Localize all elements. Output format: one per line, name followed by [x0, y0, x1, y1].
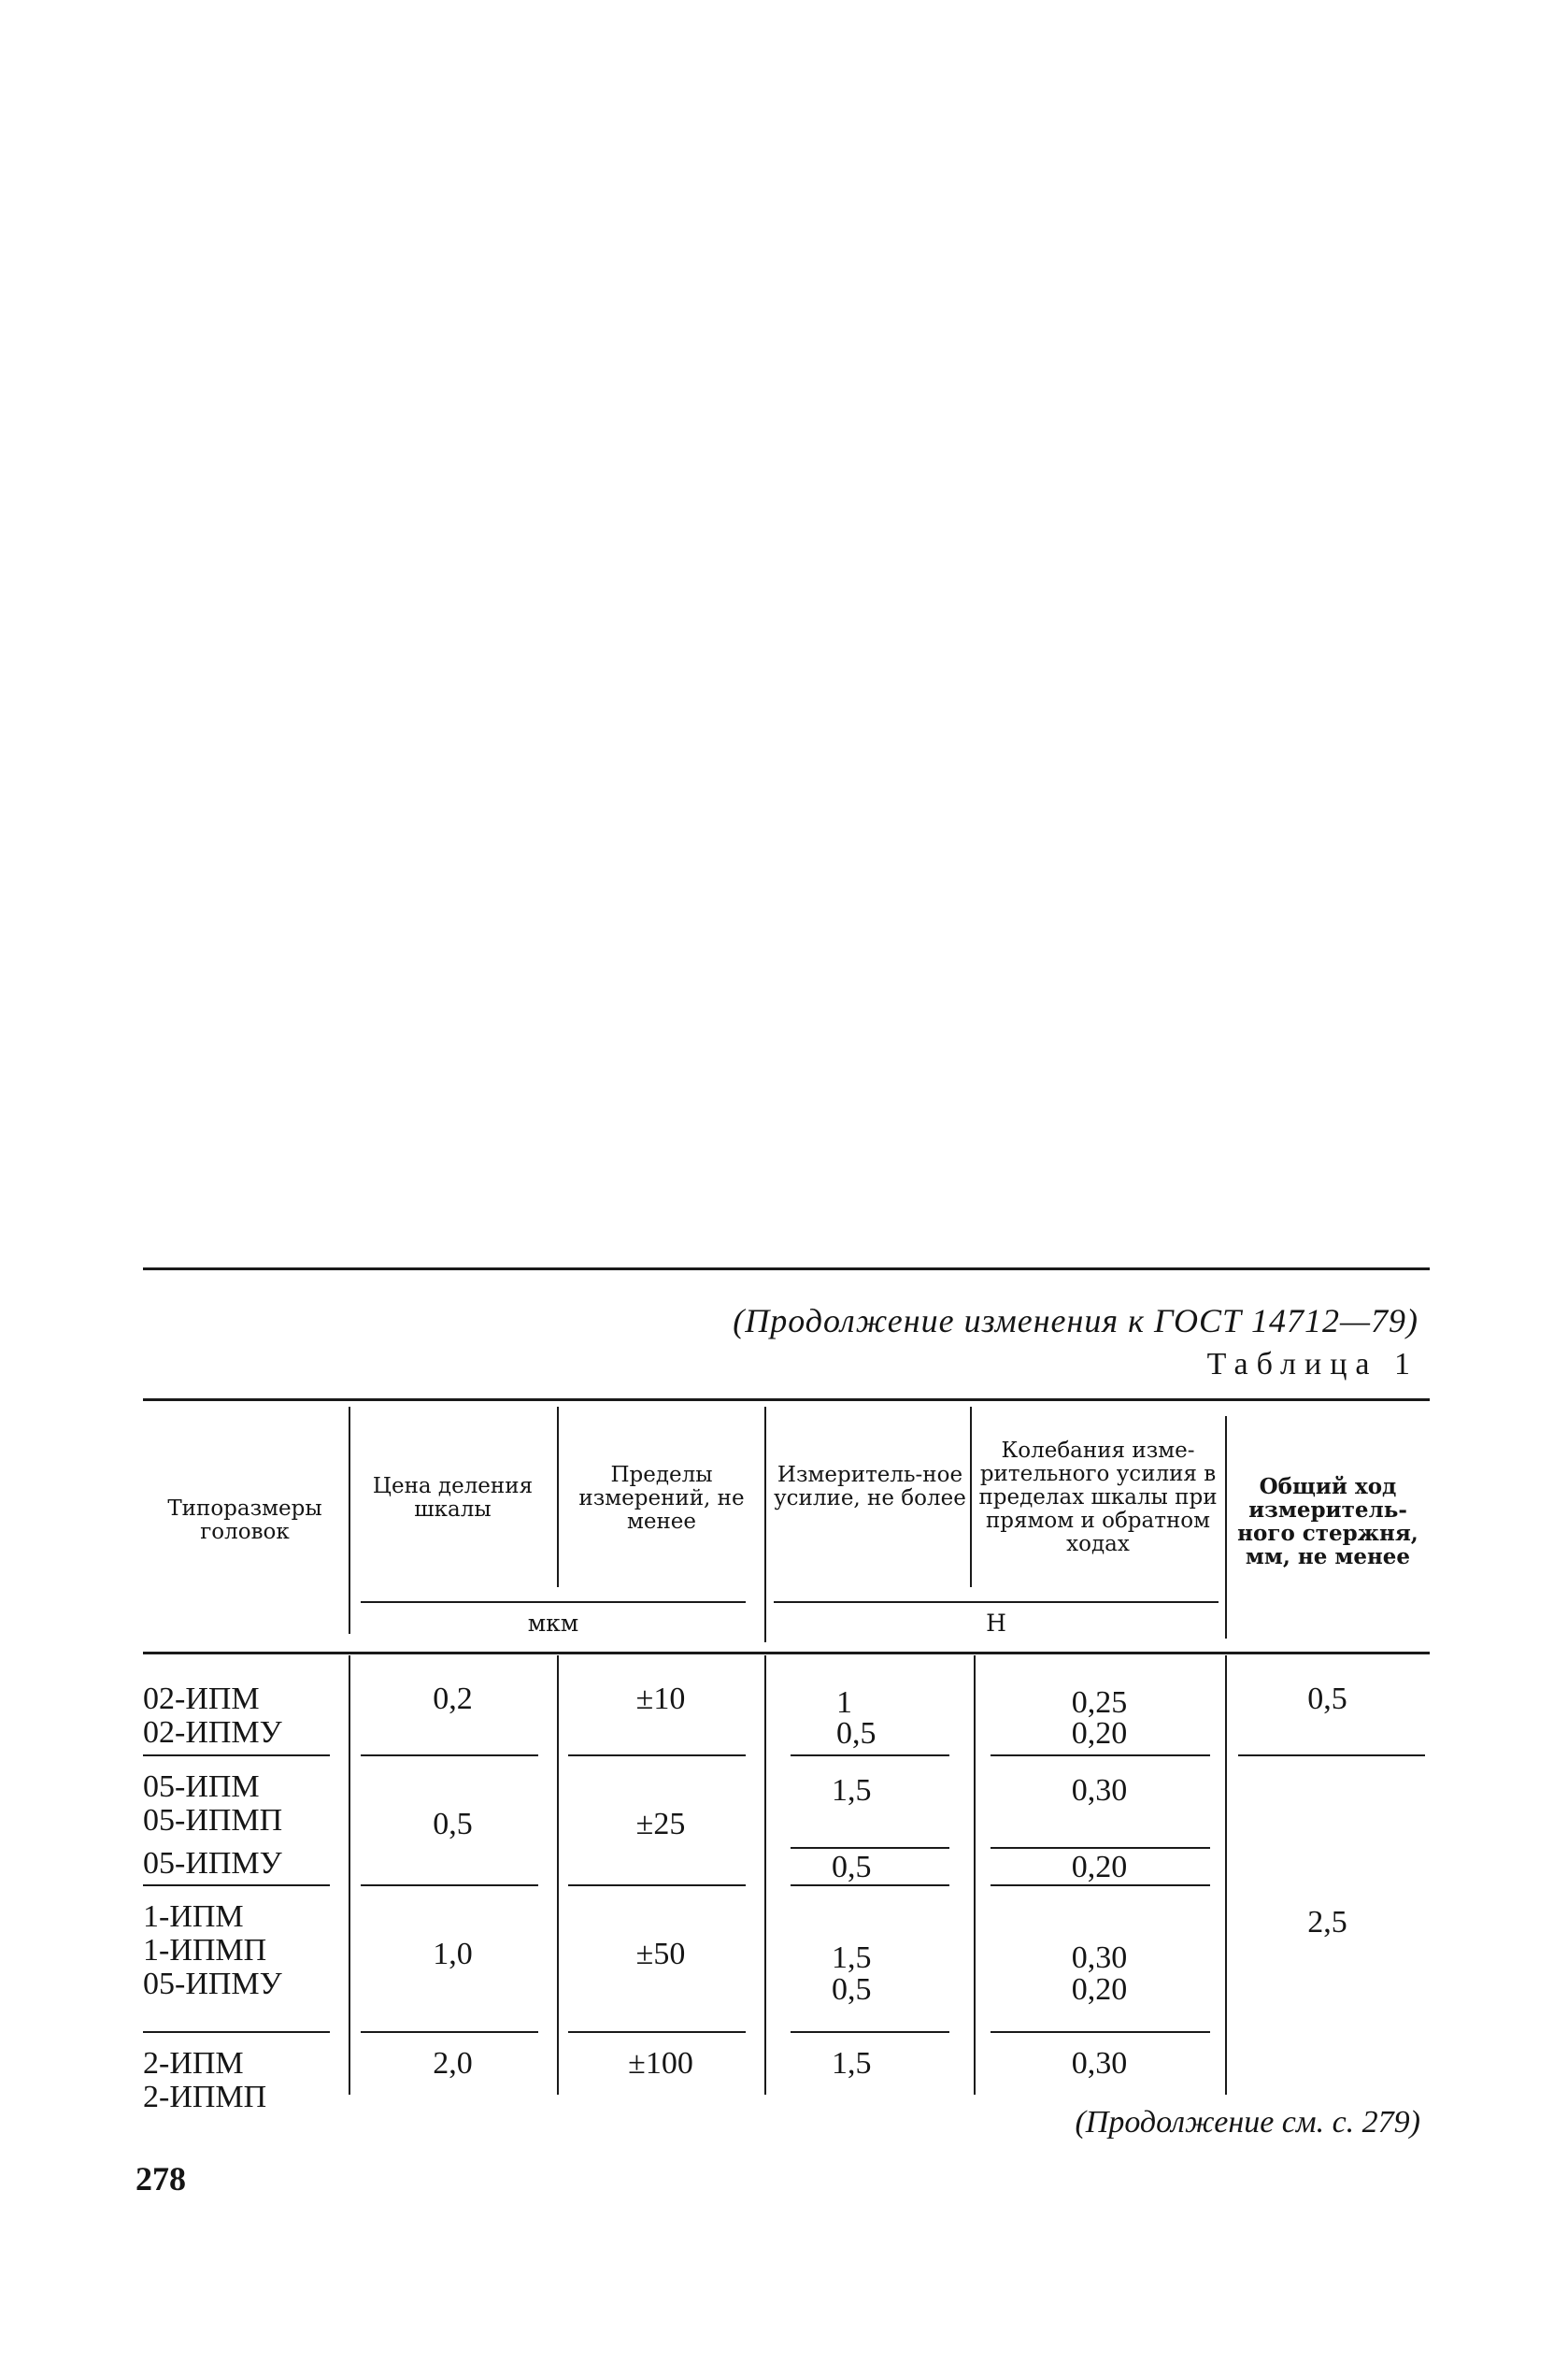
travel-cell: 2,5: [1307, 1905, 1347, 1940]
limits-cell: ±25: [635, 1807, 686, 1841]
variation-cell: 0,30: [1071, 2046, 1128, 2081]
header-divider-3: [764, 1407, 766, 1642]
type-cell: 05-ИПМУ: [143, 1846, 282, 1881]
scale-cell: 1,0: [433, 1937, 473, 1971]
row-sep-3c: [568, 2031, 746, 2033]
variation-cell: 0,25: [1071, 1685, 1128, 1720]
header-col-force: Измеритель-ное усилие, не более: [774, 1463, 966, 1510]
header-col-variation: Колебания изме-рительного усилия в пределах шкалы при прямом и обратном ходах: [978, 1439, 1218, 1556]
type-cell: 2-ИПМ: [143, 2046, 244, 2081]
row-sep-1b: [361, 1754, 538, 1756]
unit-rule-n: [774, 1601, 1219, 1603]
header-divider-2: [557, 1407, 559, 1587]
force-cell: 0,5: [832, 1972, 872, 2007]
row-sep-1e: [991, 1754, 1210, 1756]
type-cell: 1-ИПМП: [143, 1933, 267, 1968]
row-sep-1f: [1238, 1754, 1425, 1756]
variation-cell: 0,20: [1071, 1850, 1128, 1884]
row-sep-3e: [991, 2031, 1210, 2033]
variation-cell: 0,20: [1071, 1972, 1128, 2007]
variation-cell: 0,30: [1071, 1940, 1128, 1975]
row-sep-2d: [791, 1884, 949, 1886]
type-cell: 05-ИПМП: [143, 1803, 283, 1838]
body-divider-5: [1225, 1655, 1227, 2095]
limits-cell: ±50: [635, 1937, 686, 1971]
scale-cell: 0,2: [433, 1682, 473, 1716]
unit-n: Н: [986, 1610, 1006, 1637]
row-sep-1a: [143, 1754, 330, 1756]
force-cell: 1,5: [832, 1773, 872, 1808]
force-cell: 1,5: [832, 1940, 872, 1975]
header-col-travel: Общий ход измеритель-ного стержня, мм, не менее: [1237, 1474, 1418, 1569]
scale-cell: 2,0: [433, 2046, 473, 2081]
row-sep-3a: [143, 2031, 330, 2033]
limits-cell: ±100: [628, 2046, 693, 2081]
row-sep-2e: [991, 1884, 1210, 1886]
header-divider-5: [1225, 1416, 1227, 1639]
variation-cell: 0,20: [1071, 1716, 1128, 1751]
footer-continuation: (Продолжение см. с. 279): [1075, 2105, 1420, 2140]
header-col-scale: Цена деления шкалы: [372, 1474, 534, 1522]
type-cell: 2-ИПМП: [143, 2080, 267, 2114]
scale-cell: 0,5: [433, 1807, 473, 1841]
variation-cell: 0,30: [1071, 1773, 1128, 1808]
inner-sep-variation: [991, 1847, 1210, 1849]
travel-cell: 0,5: [1307, 1682, 1347, 1716]
header-divider-4: [970, 1407, 972, 1587]
row-sep-3d: [791, 2031, 949, 2033]
row-sep-1d: [791, 1754, 949, 1756]
type-cell: 05-ИПМ: [143, 1769, 260, 1804]
row-sep-2a: [143, 1884, 330, 1886]
unit-mkm: мкм: [527, 1610, 579, 1637]
header-col-limits: Пределы измерений, не менее: [578, 1463, 745, 1534]
force-cell: 1: [836, 1685, 852, 1720]
continuation-header: (Продолжение изменения к ГОСТ 14712—79): [733, 1302, 1418, 1339]
body-divider-3: [764, 1655, 766, 2095]
body-divider-2: [557, 1655, 559, 2095]
body-divider-1: [349, 1655, 350, 2095]
row-sep-2c: [568, 1884, 746, 1886]
top-rule: [143, 1267, 1430, 1270]
header-col-types: Типоразмеры головок: [167, 1496, 322, 1544]
unit-rule-mkm: [361, 1601, 746, 1603]
header-divider-1: [349, 1407, 350, 1634]
row-sep-2b: [361, 1884, 538, 1886]
header-bottom-rule: [143, 1652, 1430, 1654]
inner-sep-force: [791, 1847, 949, 1849]
type-cell: 02-ИПМ: [143, 1682, 260, 1716]
type-cell: 05-ИПМУ: [143, 1967, 282, 2001]
type-cell: 02-ИПМУ: [143, 1715, 282, 1750]
table-top-rule: [143, 1398, 1430, 1401]
table-label: Таблица 1: [1206, 1347, 1418, 1381]
type-cell: 1-ИПМ: [143, 1899, 244, 1934]
force-cell: 1,5: [832, 2046, 872, 2081]
force-cell: 0,5: [836, 1716, 877, 1751]
force-cell: 0,5: [832, 1850, 872, 1884]
limits-cell: ±10: [635, 1682, 686, 1716]
row-sep-3b: [361, 2031, 538, 2033]
page-number: 278: [135, 2160, 186, 2197]
row-sep-1c: [568, 1754, 746, 1756]
